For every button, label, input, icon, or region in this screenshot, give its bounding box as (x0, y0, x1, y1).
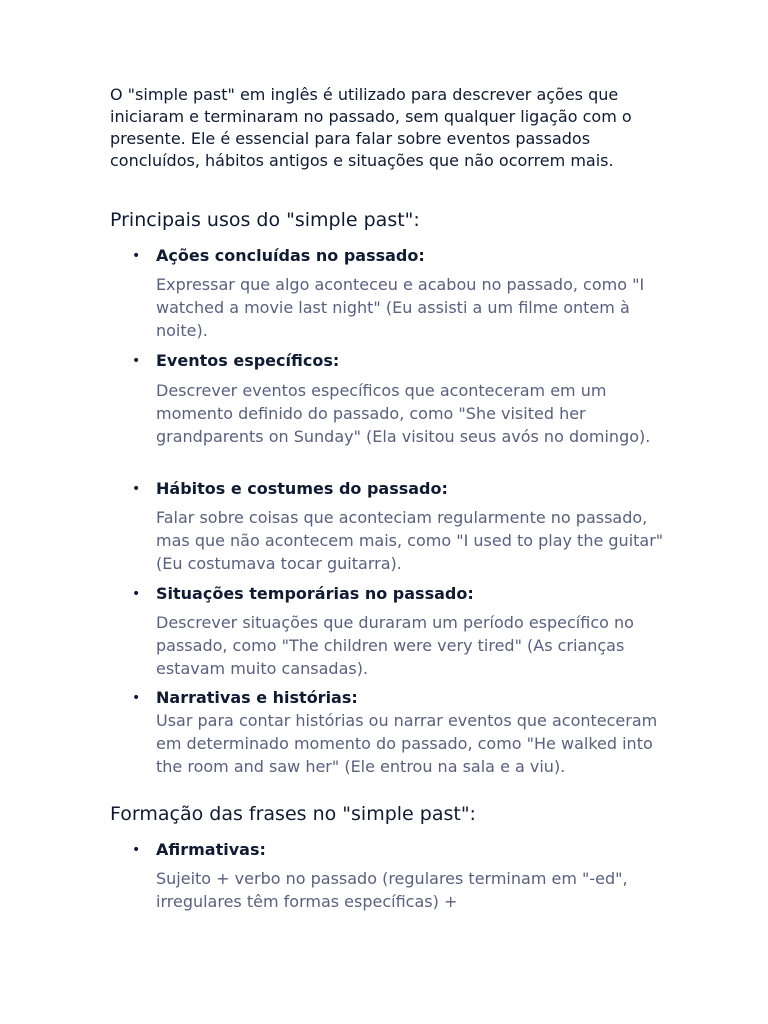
section-heading-formacao: Formação das frases no "simple past": (110, 803, 476, 825)
item-description: Descrever situações que duraram um período específico no passado, como "The children were very tired" (As crianças estavam muito cansadas). (156, 613, 634, 678)
bullet-icon: • (132, 248, 141, 264)
bullet-icon: • (132, 690, 141, 706)
item-description: Falar sobre coisas que aconteciam regularmente no passado, mas que não acontecem mais, como "I used to play the guitar" (Eu costumava tocar guitarra). (156, 508, 664, 573)
item-label: Eventos específicos: (156, 351, 340, 370)
item-label: Afirmativas: (156, 840, 266, 859)
section-heading-usos: Principais usos do "simple past": (110, 209, 420, 231)
item-description: Usar para contar histórias ou narrar eventos que aconteceram em determinado momento do passado, como "He walked into the room and saw her" (Ele entrou na sala e a viu). (156, 711, 658, 776)
item-label: Situações temporárias no passado: (156, 584, 474, 603)
item-label: Hábitos e costumes do passado: (156, 479, 448, 498)
bullet-icon: • (132, 842, 141, 858)
bullet-icon: • (132, 586, 141, 602)
item-description: Descrever eventos específicos que aconteceram em um momento definido do passado, como "She visited her grandparents on Sunday" (Ela visitou seus avós no domingo). (156, 381, 651, 446)
item-label: Narrativas e histórias: (156, 688, 358, 707)
item-description: Expressar que algo aconteceu e acabou no passado, como "I watched a movie last night" (Eu assisti a um filme ontem à noite). (156, 275, 645, 340)
item-description: Sujeito + verbo no passado (regulares terminam em "-ed", irregulares têm formas específicas) + (156, 869, 628, 911)
intro-paragraph: O "simple past" em inglês é utilizado para descrever ações que iniciaram e terminaram no passado, sem qualquer ligação com o presente. Ele é essencial para falar sobre eventos passados concluídos, hábitos antigos e situações que não ocorrem mais. (110, 85, 632, 170)
item-label: Ações concluídas no passado: (156, 246, 425, 265)
bullet-icon: • (132, 353, 141, 369)
bullet-icon: • (132, 481, 141, 497)
